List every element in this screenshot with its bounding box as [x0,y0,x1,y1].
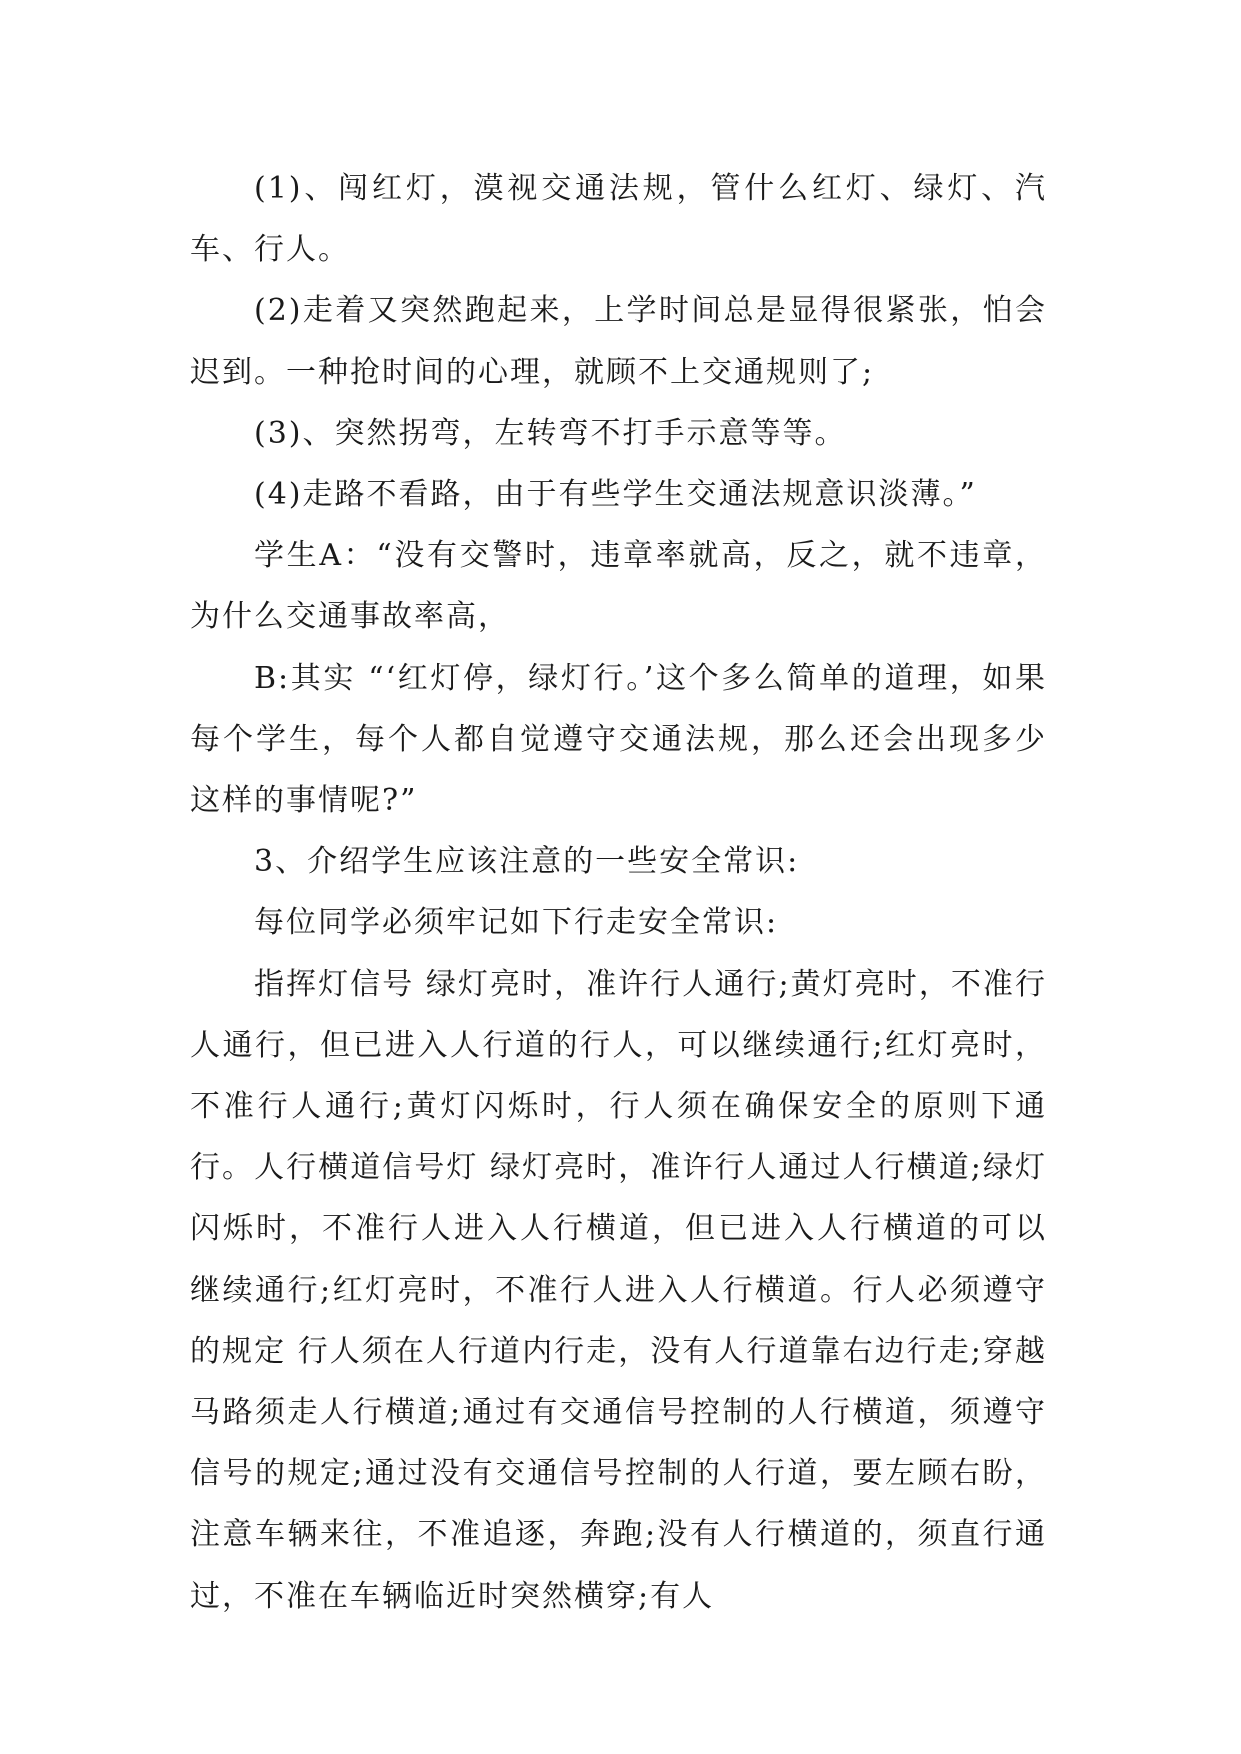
paragraph-1: (1)、闯红灯，漠视交通法规，管什么红灯、绿灯、汽车、行人。 [190,171,1047,268]
paragraph-7: 3、介绍学生应该注意的一些安全常识: [254,844,800,880]
paragraph-2: (2)走着又突然跑起来，上学时间总是显得很紧张，怕会迟到。一种抢时间的心理，就顾不上交通规则了; [190,293,1047,390]
paragraph-4: (4)走路不看路，由于有些学生交通法规意识淡薄。” [254,477,977,513]
document-page [190,158,1047,1627]
paragraph-5: 学生A：“没有交警时，违章率就高，反之，就不违章，为什么交通事故率高， [190,538,1047,635]
paragraph-3: (3)、突然拐弯，左转弯不打手示意等等。 [254,415,847,451]
paragraph-8: 每位同学必须牢记如下行走安全常识: [254,905,779,941]
paragraph-9: 指挥灯信号 绿灯亮时，准许行人通行;黄灯亮时，不准行人通行，但已进入人行道的行人，可以继续通行;红灯亮时，不准行人通行;黄灯闪烁时，行人须在确保安全的原则下通行。人行横道信号灯 绿灯亮时，准许行人通过人行横道;绿灯闪烁时，不准行人进入人行横道，但已进入人行横道的可以继续通行;红灯亮时，不准行人进入人行横道。行人必须遵守的规定 行人须在人行道内行走，没有人行道靠右边行走;穿越马路须走人行横道;通过有交通信号控制的人行横道，须遵守信号的规定;通过没有交通信号控制的人行道，要左顾右盼，注意车辆来往，不准追逐，奔跑;没有人行横道的，须直行通过，不准在车辆临近时突然横穿;有人 [190,966,1047,1614]
paragraph-6: B:其实 “‘红灯停，绿灯行。’这个多么简单的道理，如果每个学生，每个人都自觉遵守交通法规，那么还会出现多少这样的事情呢?” [190,660,1047,819]
